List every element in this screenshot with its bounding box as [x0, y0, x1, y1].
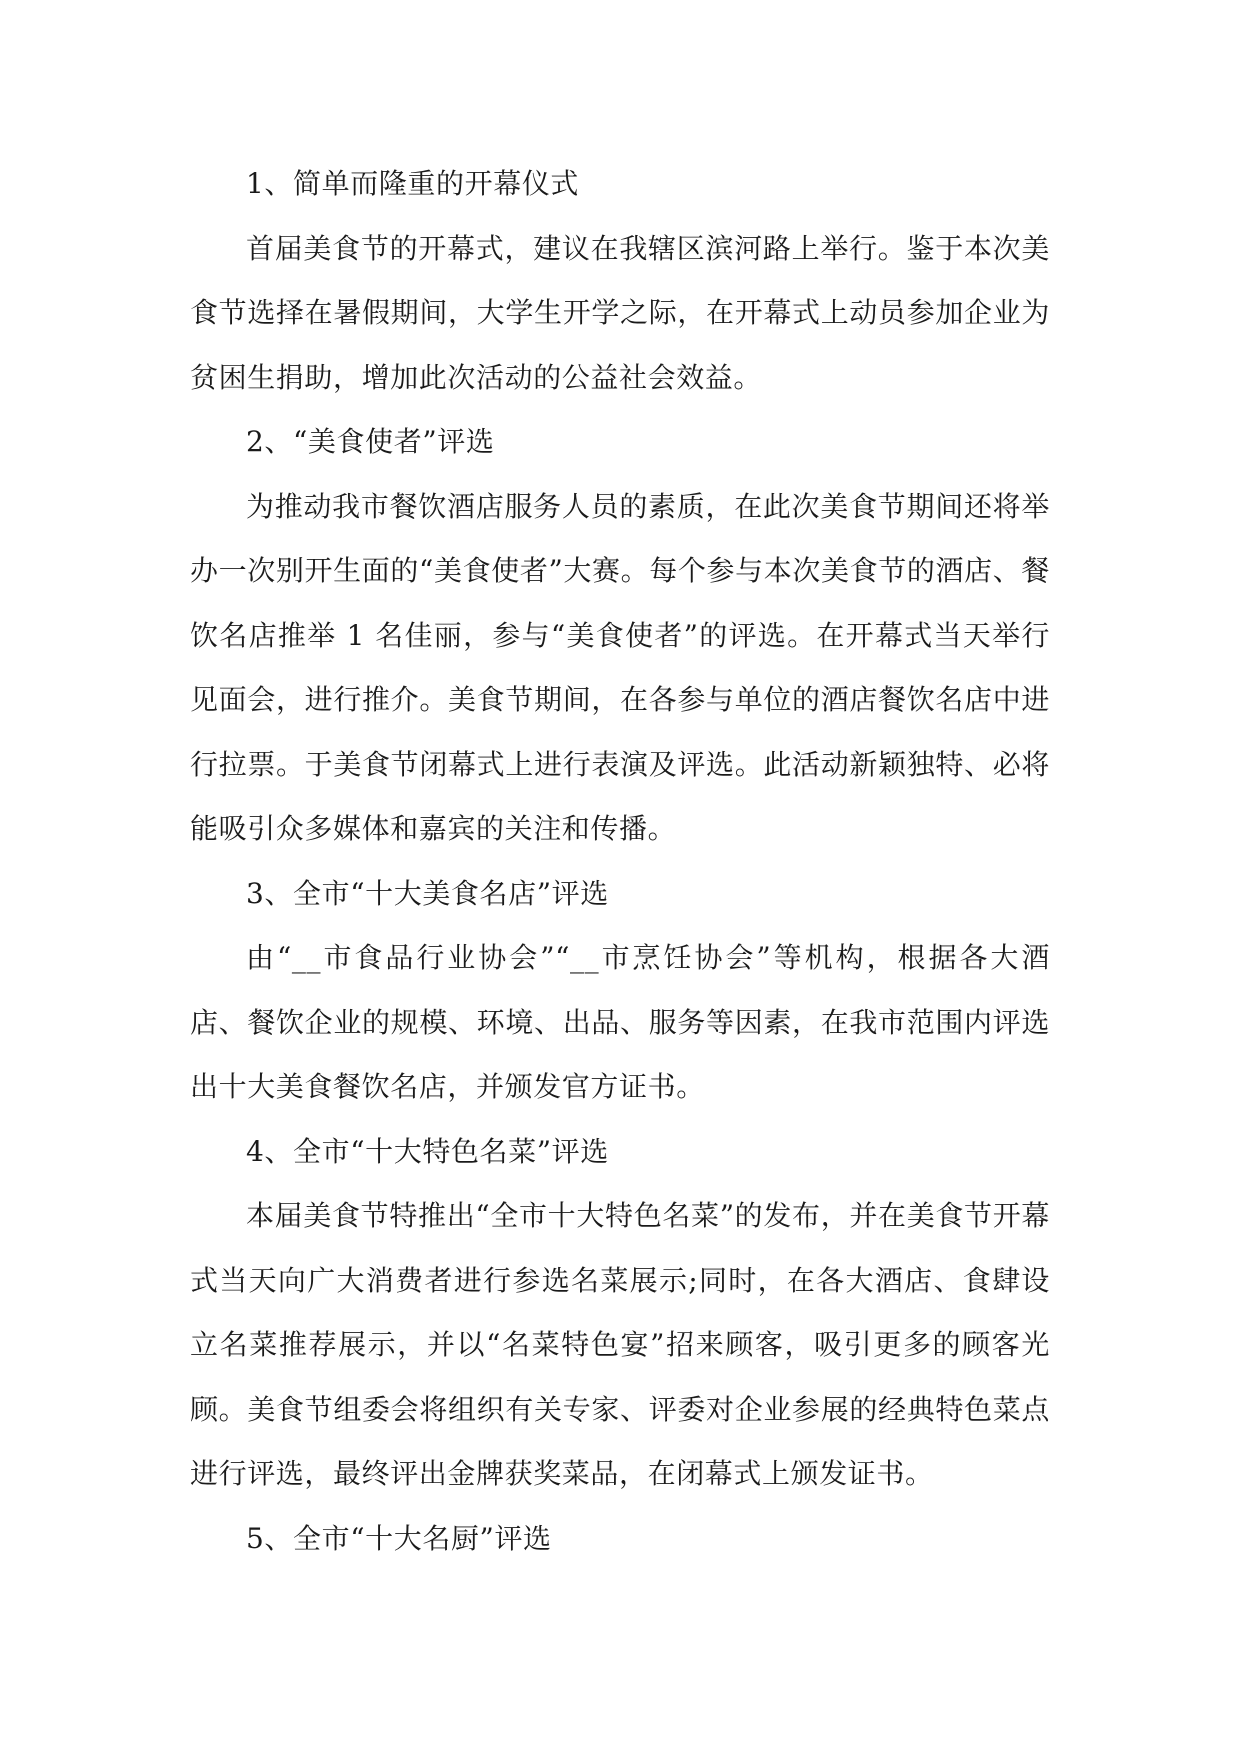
- section-paragraph-4: 本届美食节特推出“全市十大特色名菜”的发布，并在美食节开幕式当天向广大消费者进行参选名菜展示;同时，在各大酒店、食肆设立名菜推荐展示，并以“名菜特色宴”招来顾客，吸引更多的顾客光顾。美食节组委会将组织有关专家、评委对企业参展的经典特色菜点进行评选，最终评出金牌获奖菜品，在闭幕式上颁发证书。: [190, 1199, 1050, 1490]
- section-heading-2: 2、“美食使者”评选: [246, 425, 495, 458]
- section-heading-5: 5、全市“十大名厨”评选: [246, 1521, 552, 1555]
- section-paragraph-1: 首届美食节的开幕式，建议在我辖区滨河路上举行。鉴于本次美食节选择在暑假期间，大学生开学之际，在开幕式上动员参加企业为贫困生捐助，增加此次活动的公益社会效益。: [190, 231, 1050, 394]
- section-paragraph-2: 为推动我市餐饮酒店服务人员的素质，在此次美食节期间还将举办一次别开生面的“美食使者”大赛。每个参与本次美食节的酒店、餐饮名店推举 1 名佳丽，参与“美食使者”的评选。在开幕式当天举行见面会，进行推介。美食节期间，在各参与单位的酒店餐饮名店中进行拉票。于美食节闭幕式上进行表演及评选。此活动新颖独特、必将能吸引众多媒体和嘉宾的关注和传播。: [190, 489, 1050, 845]
- section-heading-3: 3、全市“十大美食名店”评选: [246, 876, 609, 910]
- document-body: [190, 152, 1050, 1571]
- section-paragraph-3: 由“__市食品行业协会”“__市烹饪协会”等机构，根据各大酒店、餐饮企业的规模、环境、出品、服务等因素，在我市范围内评选出十大美食餐饮名店，并颁发官方证书。: [190, 941, 1050, 1103]
- section-heading-4: 4、全市“十大特色名菜”评选: [246, 1134, 609, 1168]
- section-heading-1: 1、简单而隆重的开幕仪式: [246, 167, 580, 200]
